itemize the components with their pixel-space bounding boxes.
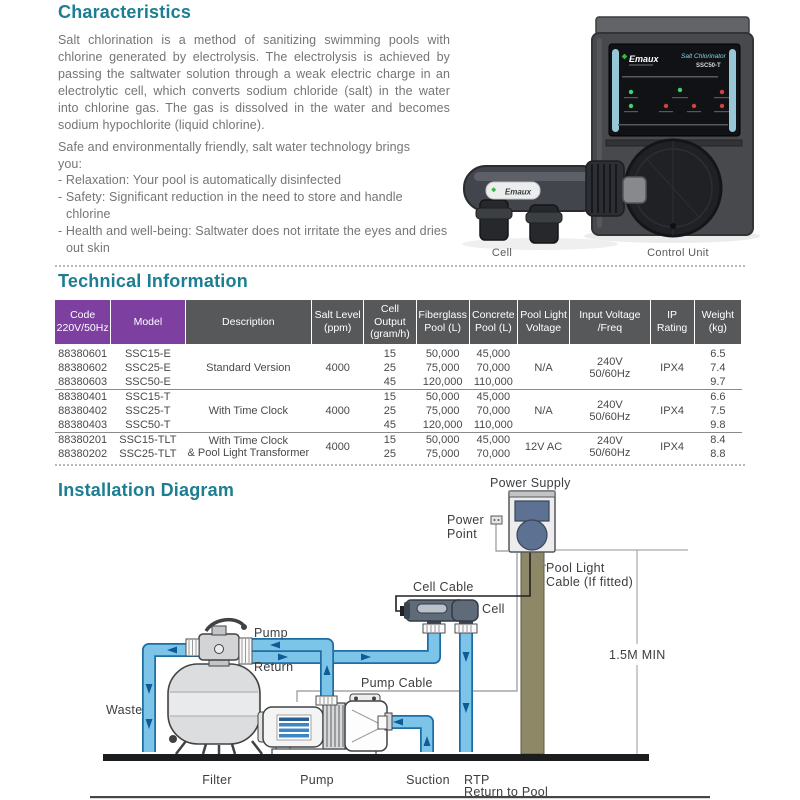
table-cell: 88380602 — [58, 361, 108, 374]
table-cell: 50,000 — [425, 347, 460, 360]
caption-rtp: RTP — [464, 773, 490, 787]
label-power-supply: Power Supply — [490, 476, 571, 490]
table-cell: 70,000 — [476, 361, 511, 374]
table-cell: 45 — [383, 375, 397, 388]
panel-product-name: Salt Chlorinator — [681, 53, 726, 60]
table-cell: SSC25-E — [124, 361, 171, 374]
technical-table — [54, 299, 742, 461]
cell-port — [480, 200, 508, 240]
table-cell: 110,000 — [473, 418, 513, 431]
table-cell: 240V 50/60Hz — [570, 432, 650, 461]
label-cell: Cell — [482, 602, 505, 616]
characteristics-subintro: Safe and environmentally friendly, salt water technology brings you: — [58, 140, 411, 171]
table-cell: With Time Clock & Pool Light Transformer — [185, 432, 312, 461]
label-pool-light-cable-line1: Pool Light — [546, 561, 605, 575]
panel-model: SSC50-T — [696, 63, 721, 69]
table-cell: SSC25-T — [125, 404, 171, 417]
installation-diagram-image — [0, 470, 800, 800]
table-cell: 8.8 — [710, 447, 726, 460]
label-cell-cable: Cell Cable — [413, 580, 474, 594]
installation-title: Installation Diagram — [58, 480, 235, 500]
column-header: Weight (kg) — [694, 300, 741, 346]
bullet-safety: - Safety: Significant reduction in the need to store and handle chlorine — [58, 190, 403, 221]
characteristics-title: Characteristics — [58, 2, 192, 22]
table-cell: 45 — [383, 418, 397, 431]
cell-port — [530, 205, 558, 243]
table-cell: With Time Clock — [185, 389, 312, 432]
technical-title: Technical Information — [58, 271, 248, 291]
table-cell: 110,000 — [473, 375, 513, 388]
table-cell: IPX4 — [650, 432, 694, 461]
mounting-post — [521, 549, 544, 754]
table-cell: 6.6 — [694, 389, 741, 404]
characteristics-intro: Salt chlorination is a method of sanitizing swimming pools with chlorine generated by electrolysis. The electrolysis is achieved by passing the saltwater solution through a weak electric charge in an electrolytic cell, which converts sodium chloride (salt) in the water into chlorine gas. The gas is dissolved in the water and becomes sodium hypochlorite (liquid chlorine). — [58, 33, 450, 132]
section-divider — [55, 265, 745, 267]
table-cell: SSC15-E — [124, 347, 171, 360]
table-cell: 15 — [383, 347, 397, 360]
table-row — [55, 345, 742, 361]
column-header: Fiberglass Pool (L) — [416, 300, 469, 346]
table-cell: 25 — [383, 361, 397, 374]
table-cell: IPX4 — [660, 361, 685, 374]
table-cell: SSC25-TLT — [119, 447, 177, 460]
bullet-relaxation: - Relaxation: Your pool is automatically disinfected — [58, 173, 342, 187]
section-divider — [55, 464, 745, 466]
table-cell: 45,000 — [476, 347, 511, 360]
table-cell: 70,000 — [476, 447, 511, 460]
caption-filter: Filter — [202, 773, 232, 787]
label-min-height: 1.5M MIN — [609, 648, 666, 662]
column-header: Model — [111, 300, 185, 346]
bullet-health: - Health and well-being: Saltwater does not irritate the eyes and dries out skin — [58, 224, 448, 255]
table-cell: SSC15-TLT — [111, 432, 185, 447]
table-cell: 4000 — [325, 361, 350, 374]
table-cell: Standard Version — [206, 361, 291, 374]
table-cell: 4000 — [312, 432, 364, 461]
brand-logo-text: Emaux — [629, 54, 659, 64]
label-return-pipe: Return — [254, 660, 294, 674]
table-cell: 240V 50/60Hz — [589, 355, 631, 380]
power-point-icon — [491, 516, 502, 524]
page-footer-rule — [90, 796, 710, 798]
table-cell: 6.5 — [710, 347, 726, 360]
control-unit-photo-caption: Control Unit — [647, 247, 709, 259]
column-header: IP Rating — [650, 300, 694, 346]
table-cell: 8.4 — [694, 432, 741, 447]
table-cell: 15 — [364, 432, 416, 447]
panel-blue-strip-left — [612, 49, 619, 132]
table-cell: SSC15-T — [111, 389, 185, 404]
table-cell: 88380202 — [58, 447, 108, 460]
table-cell: 45,000 — [469, 389, 517, 404]
table-cell: 9.8 — [710, 418, 726, 431]
cell-drawing — [404, 600, 478, 633]
caption-suction: Suction — [406, 773, 450, 787]
led-red-icon — [664, 104, 668, 108]
column-header: Concrete Pool (L) — [469, 300, 517, 346]
table-cell: 240V 50/60Hz — [570, 389, 650, 432]
table-cell: 70,000 — [476, 404, 511, 417]
led-red-icon — [720, 90, 724, 94]
pump-drawing — [258, 694, 392, 755]
table-row — [55, 432, 742, 447]
table-cell: 75,000 — [425, 404, 460, 417]
table-header-row — [55, 300, 742, 346]
filter-drawing — [168, 620, 262, 754]
table-cell: 50,000 — [416, 389, 469, 404]
table-cell: 4000 — [312, 389, 364, 432]
table-cell: 7.5 — [710, 404, 726, 417]
table-cell: SSC50-T — [125, 418, 171, 431]
table-cell: 120,000 — [422, 375, 463, 388]
table-cell: 9.7 — [710, 375, 726, 388]
column-header: Cell Output (gram/h) — [364, 300, 416, 346]
table-cell: N/A — [534, 361, 553, 374]
product-photos-image — [440, 5, 770, 267]
table-cell: 75,000 — [425, 361, 460, 374]
label-waste: Waste — [106, 703, 143, 717]
led-green-icon — [678, 88, 682, 92]
table-cell: 45,000 — [469, 432, 517, 447]
caption-return-to-pool: Return to Pool — [464, 785, 549, 799]
column-header: Code 220V/50Hz — [55, 300, 111, 346]
column-header: Salt Level (ppm) — [312, 300, 364, 346]
table-row — [55, 389, 742, 404]
label-power-point-line1: Power — [447, 513, 484, 527]
table-cell: 88380401 — [55, 389, 111, 404]
table-cell: 7.4 — [710, 361, 726, 374]
table-cell: 88380601 — [58, 347, 108, 360]
characteristics-bullets — [58, 172, 450, 257]
column-header: Description — [185, 300, 312, 346]
table-cell: 50,000 — [416, 432, 469, 447]
table-cell: 88380402 — [58, 404, 108, 417]
cell-sticker-brand: Emaux — [504, 187, 532, 197]
label-power-point-line2: Point — [447, 527, 477, 541]
led-green-icon — [629, 104, 633, 108]
label-pump-pipe: Pump — [254, 626, 288, 640]
table-cell: 88380603 — [58, 375, 108, 388]
table-cell: 75,000 — [425, 447, 460, 460]
led-red-icon — [720, 104, 724, 108]
cell-photo-caption: Cell — [491, 247, 513, 259]
label-pump-cable: Pump Cable — [361, 676, 433, 690]
table-cell: N/A — [517, 389, 569, 432]
led-green-icon — [629, 90, 633, 94]
table-cell: 15 — [364, 389, 416, 404]
table-cell: 88380201 — [55, 432, 111, 447]
label-pool-light-cable-line2: Cable (If fitted) — [546, 575, 634, 589]
table-cell: 88380403 — [58, 418, 108, 431]
table-cell: 25 — [383, 404, 397, 417]
caption-pump: Pump — [300, 773, 334, 787]
table-cell: 25 — [383, 447, 397, 460]
panel-blue-strip-right — [729, 49, 736, 132]
ground-line — [103, 754, 649, 761]
table-cell: 12V AC — [517, 432, 569, 461]
control-unit-drawing — [509, 491, 555, 552]
table-cell: IPX4 — [650, 389, 694, 432]
column-header: Pool Light Voltage — [517, 300, 569, 346]
table-cell: SSC50-E — [124, 375, 171, 388]
table-cell: 120,000 — [422, 418, 463, 431]
led-red-icon — [692, 104, 696, 108]
column-header: Input Voltage /Freq — [570, 300, 650, 346]
